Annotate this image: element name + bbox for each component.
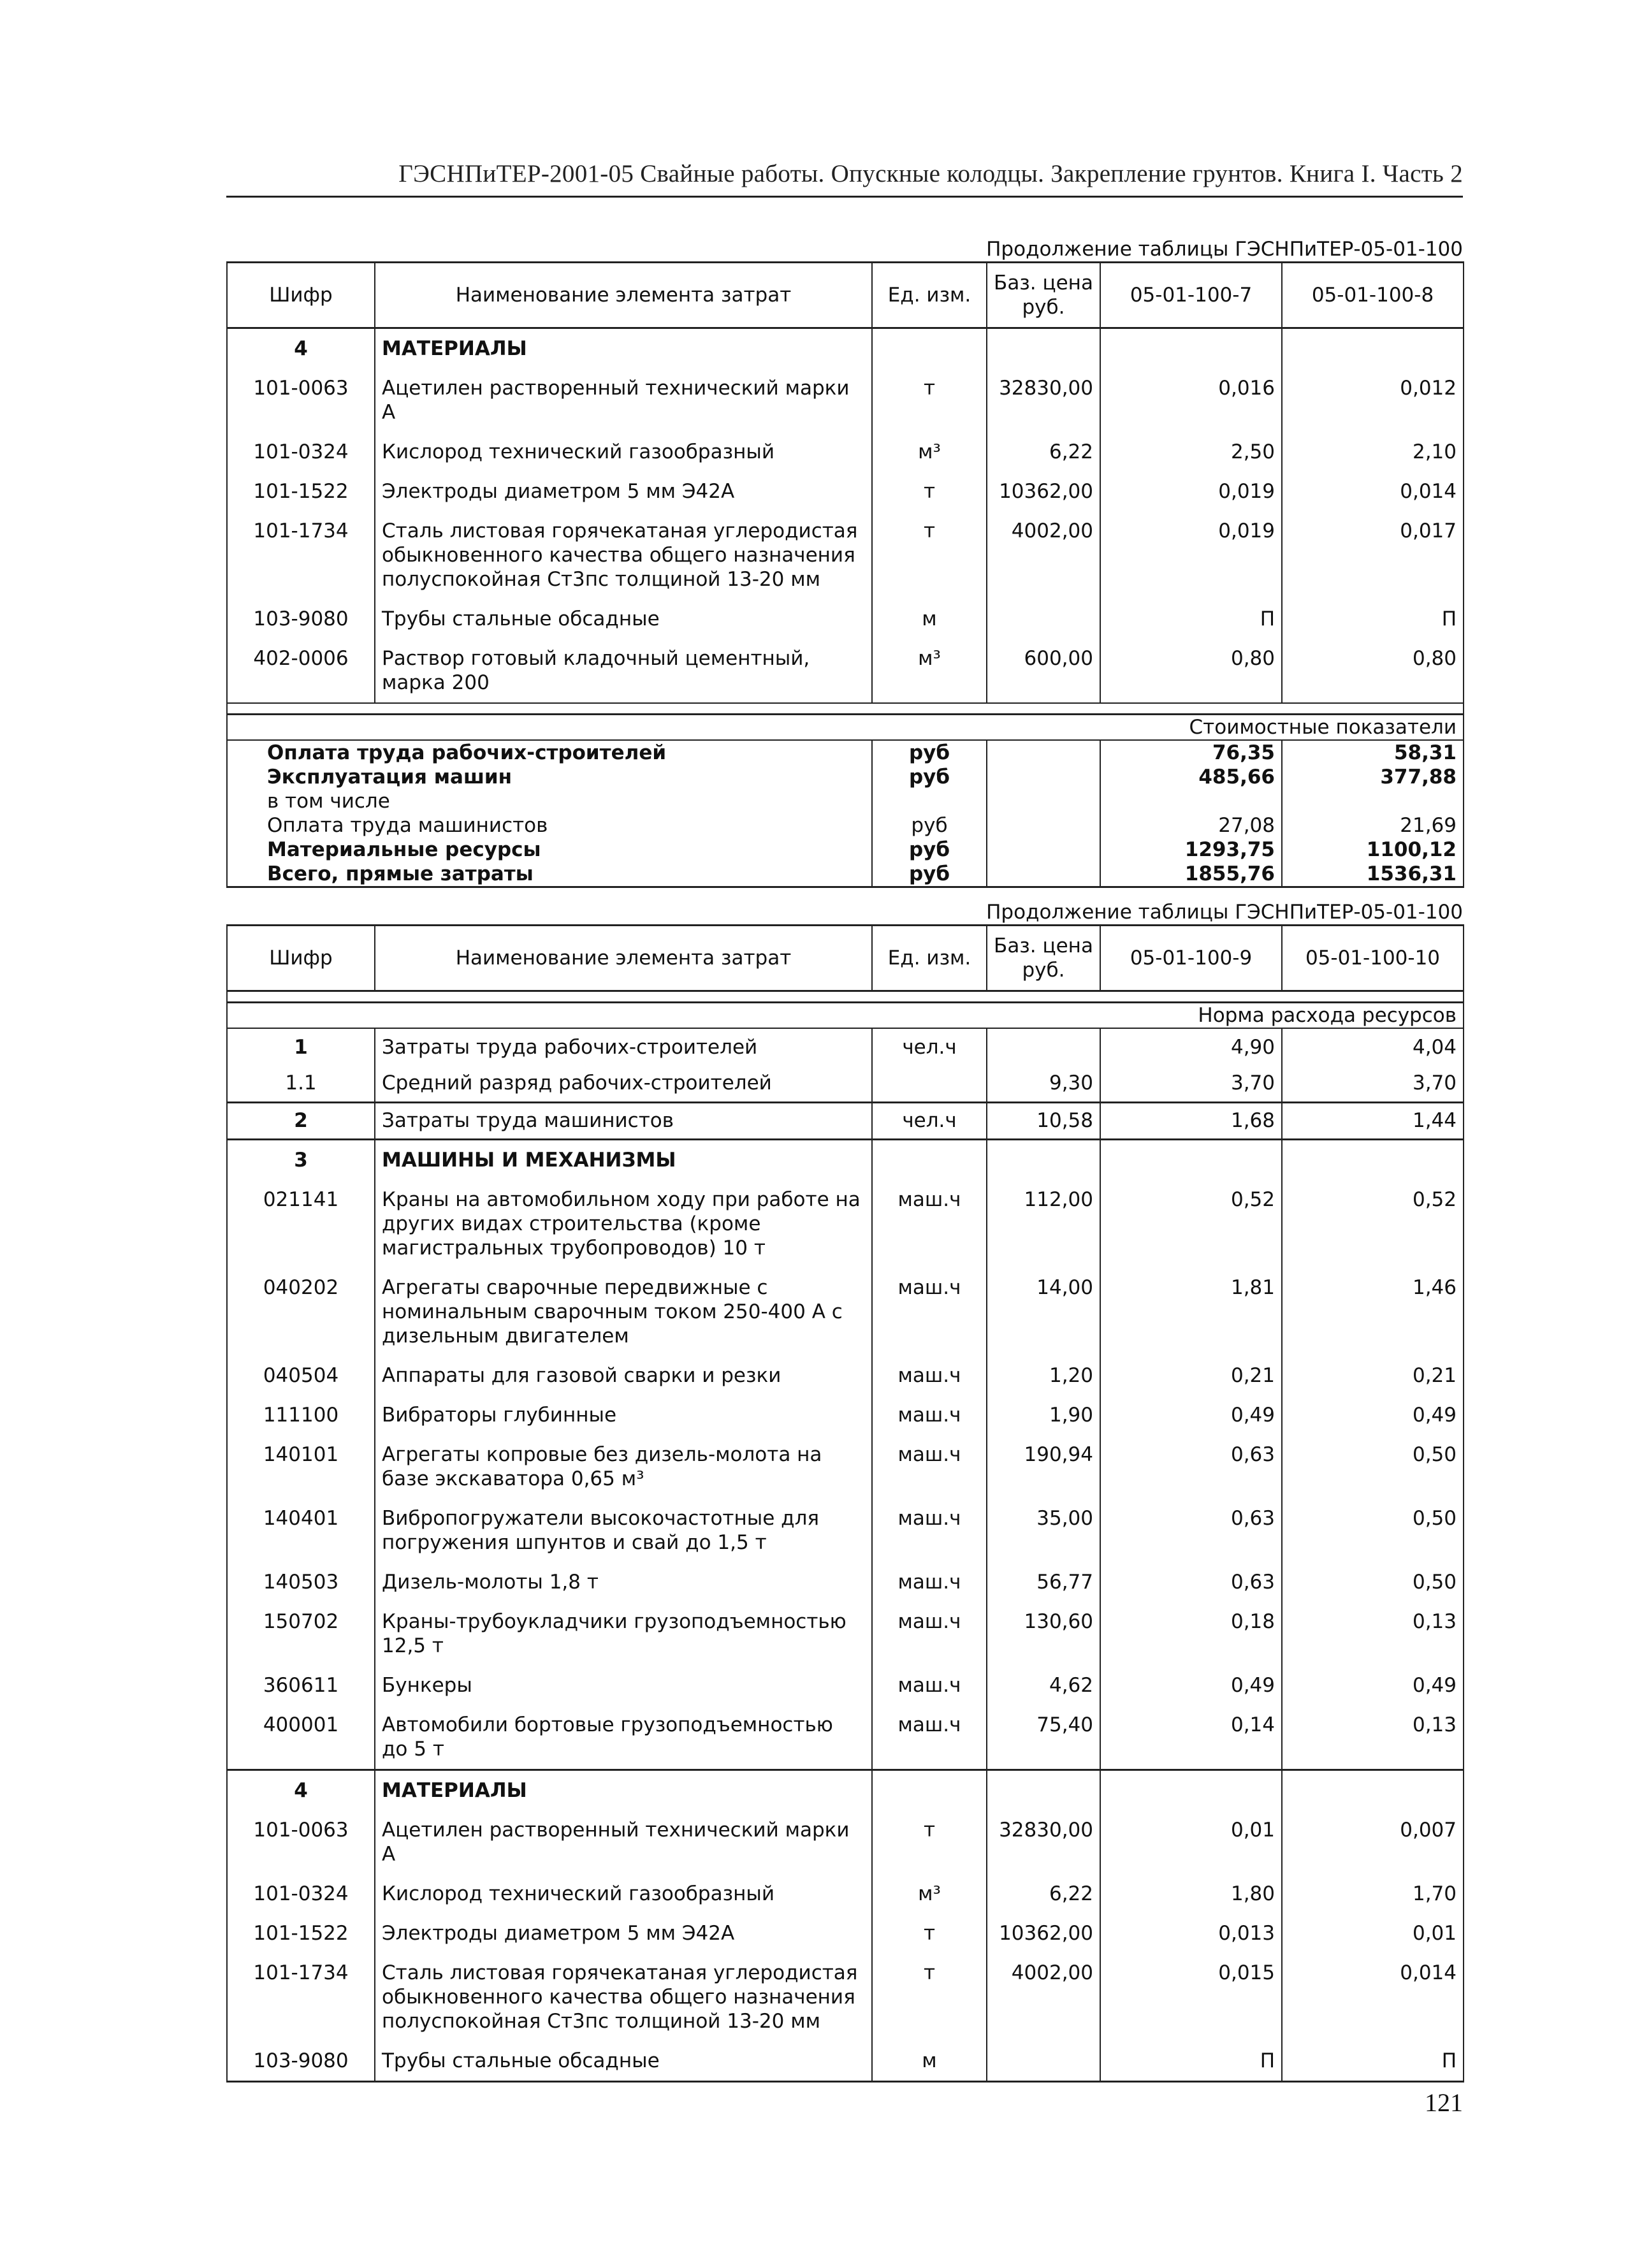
cell-price: 10362,00: [987, 472, 1100, 511]
cell-value-b: 0,13: [1282, 1705, 1464, 1770]
cell-code: 101-1522: [227, 1914, 375, 1953]
cost-value-a: 1293,75: [1100, 838, 1282, 862]
table-row: [227, 1914, 1464, 1953]
cost-value-b: 58,31: [1282, 740, 1464, 765]
cell-value-b: 1,44: [1282, 1102, 1464, 1139]
table-row: [227, 511, 1464, 599]
cell-unit: т: [872, 1810, 987, 1874]
cost-unit: [872, 789, 987, 813]
table-header-row: [227, 263, 1464, 328]
cell-price: 130,60: [987, 1602, 1100, 1666]
table-row: [227, 1499, 1464, 1562]
cell-price: 6,22: [987, 432, 1100, 472]
cell-unit: маш.ч: [872, 1666, 987, 1705]
cost-label: Всего, прямые затраты: [227, 862, 872, 887]
header-unit: Ед. изм.: [872, 926, 987, 991]
cell-value-a: П: [1100, 599, 1282, 639]
cell-unit: маш.ч: [872, 1268, 987, 1356]
cell-value-b: 0,50: [1282, 1435, 1464, 1499]
cell-price: 4,62: [987, 1666, 1100, 1705]
cell-price: 9,30: [987, 1065, 1100, 1102]
table-row: [227, 1705, 1464, 1770]
table-row: [227, 1028, 1464, 1065]
cost-indicators-caption: Стоимостные показатели: [227, 715, 1464, 741]
header-name: Наименование элемента затрат: [375, 926, 872, 991]
header-rule: [226, 196, 1463, 198]
cell-value-b: 0,012: [1282, 368, 1464, 432]
cell-name: Трубы стальные обсадные: [375, 2041, 872, 2082]
cell-price: 1,90: [987, 1395, 1100, 1435]
cell-name: Автомобили бортовые грузоподъемностью до 5 т: [375, 1705, 872, 1770]
cost-row: [227, 765, 1464, 789]
cell-name: Кислород технический газообразный: [375, 1874, 872, 1914]
cell-price: 32830,00: [987, 1810, 1100, 1874]
cell-price: 112,00: [987, 1180, 1100, 1268]
cell-name: Аппараты для газовой сварки и резки: [375, 1356, 872, 1395]
cell-value-a: 3,70: [1100, 1065, 1282, 1102]
running-header: ГЭСНПиТЕР-2001-05 Свайные работы. Опускные колодцы. Закрепление грунтов. Книга I. Часть 2: [398, 160, 1463, 187]
section-title: МАШИНЫ И МЕХАНИЗМЫ: [375, 1139, 872, 1180]
cell-name: Затраты труда машинистов: [375, 1102, 872, 1139]
cost-unit: руб: [872, 813, 987, 838]
resource-table-1: [226, 261, 1464, 888]
cell-value-a: 0,63: [1100, 1499, 1282, 1562]
cell-name: Сталь листовая горячекатаная углеродистая обыкновенного качества общего назначения полуспокойная Ст3пс толщиной 13-20 мм: [375, 511, 872, 599]
cost-value-a: 485,66: [1100, 765, 1282, 789]
cell-name: Вибропогружатели высокочастотные для погружения шпунтов и свай до 1,5 т: [375, 1499, 872, 1562]
cell-name: Вибраторы глубинные: [375, 1395, 872, 1435]
header-col-b: 05-01-100-8: [1282, 263, 1464, 328]
table-row: [227, 1562, 1464, 1602]
cell-value-a: 0,49: [1100, 1395, 1282, 1435]
cell-value-a: 1,81: [1100, 1268, 1282, 1356]
cell-name: Кислород технический газообразный: [375, 432, 872, 472]
table-header-row: [227, 926, 1464, 991]
cell-code: 103-9080: [227, 599, 375, 639]
cost-unit: руб: [872, 765, 987, 789]
cell-name: Затраты труда рабочих-строителей: [375, 1028, 872, 1065]
cell-value-a: 0,63: [1100, 1435, 1282, 1499]
section-row: [227, 1770, 1464, 1810]
cell-unit: маш.ч: [872, 1562, 987, 1602]
table-row: [227, 1435, 1464, 1499]
cost-label: Оплата труда рабочих-строителей: [227, 740, 872, 765]
table-row: [227, 432, 1464, 472]
cell-unit: м³: [872, 432, 987, 472]
cell-value-b: 0,014: [1282, 1953, 1464, 2041]
cell-value-a: 1,80: [1100, 1874, 1282, 1914]
cell-unit: м³: [872, 639, 987, 703]
cell-code: 140101: [227, 1435, 375, 1499]
cell-name: Агрегаты сварочные передвижные с номинальным сварочным током 250-400 А с дизельным двигателем: [375, 1268, 872, 1356]
cell-value-b: П: [1282, 599, 1464, 639]
norm-caption: Норма расхода ресурсов: [227, 1003, 1464, 1029]
table-row: [227, 368, 1464, 432]
section-row: [227, 1139, 1464, 1180]
cost-label: Эксплуатация машин: [227, 765, 872, 789]
header-code: Шифр: [227, 263, 375, 328]
cell-unit: маш.ч: [872, 1395, 987, 1435]
cell-code: 101-1734: [227, 511, 375, 599]
cell-unit: маш.ч: [872, 1499, 987, 1562]
cost-value-a: [1100, 789, 1282, 813]
cost-unit: руб: [872, 862, 987, 887]
table-row: [227, 1953, 1464, 2041]
cell-price: 56,77: [987, 1562, 1100, 1602]
cell-name: Трубы стальные обсадные: [375, 599, 872, 639]
cell-value-a: 1,68: [1100, 1102, 1282, 1139]
cost-row: [227, 813, 1464, 838]
cell-value-b: 0,017: [1282, 511, 1464, 599]
cell-code: 101-0063: [227, 368, 375, 432]
cell-name: Краны на автомобильном ходу при работе на других видах строительства (кроме магистральных трубопроводов) 10 т: [375, 1180, 872, 1268]
cell-code: 1: [227, 1028, 375, 1065]
cell-name: Электроды диаметром 5 мм Э42А: [375, 1914, 872, 1953]
cell-code: 101-0324: [227, 432, 375, 472]
cell-unit: маш.ч: [872, 1356, 987, 1395]
cell-value-a: 0,14: [1100, 1705, 1282, 1770]
table-row: [227, 1268, 1464, 1356]
cell-value-b: 0,21: [1282, 1356, 1464, 1395]
cell-value-a: 0,63: [1100, 1562, 1282, 1602]
header-col-b: 05-01-100-10: [1282, 926, 1464, 991]
section-title: МАТЕРИАЛЫ: [375, 1770, 872, 1810]
cell-value-b: 0,50: [1282, 1499, 1464, 1562]
cell-value-b: 0,52: [1282, 1180, 1464, 1268]
cell-code: 140503: [227, 1562, 375, 1602]
cell-price: 10362,00: [987, 1914, 1100, 1953]
cost-row: [227, 740, 1464, 765]
cell-value-b: 0,49: [1282, 1395, 1464, 1435]
cell-value-b: П: [1282, 2041, 1464, 2082]
section-title: МАТЕРИАЛЫ: [375, 328, 872, 369]
cell-value-b: 2,10: [1282, 432, 1464, 472]
cell-value-a: 0,019: [1100, 472, 1282, 511]
cost-value-b: 377,88: [1282, 765, 1464, 789]
cell-price: 1,20: [987, 1356, 1100, 1395]
cell-value-b: 0,49: [1282, 1666, 1464, 1705]
cell-name: Ацетилен растворенный технический марки А: [375, 368, 872, 432]
table-row: [227, 1810, 1464, 1874]
cell-price: [987, 2041, 1100, 2082]
header-name: Наименование элемента затрат: [375, 263, 872, 328]
cell-code: 101-1734: [227, 1953, 375, 2041]
cell-value-b: 1,46: [1282, 1268, 1464, 1356]
cell-value-a: 0,019: [1100, 511, 1282, 599]
header-unit: Ед. изм.: [872, 263, 987, 328]
section-number: 4: [227, 1770, 375, 1810]
cell-value-b: 0,80: [1282, 639, 1464, 703]
cost-unit: руб: [872, 740, 987, 765]
cell-unit: т: [872, 1914, 987, 1953]
cell-value-a: 2,50: [1100, 432, 1282, 472]
cell-unit: чел.ч: [872, 1028, 987, 1065]
cell-value-b: 0,13: [1282, 1602, 1464, 1666]
cell-code: 400001: [227, 1705, 375, 1770]
cell-unit: чел.ч: [872, 1102, 987, 1139]
cell-price: 4002,00: [987, 511, 1100, 599]
cell-value-b: 0,007: [1282, 1810, 1464, 1874]
cell-value-a: 0,49: [1100, 1666, 1282, 1705]
table-row: [227, 639, 1464, 703]
cost-row: [227, 862, 1464, 887]
cell-unit: т: [872, 368, 987, 432]
cell-price: 32830,00: [987, 368, 1100, 432]
header-col-a: 05-01-100-7: [1100, 263, 1282, 328]
cost-value-a: 1855,76: [1100, 862, 1282, 887]
cell-code: 360611: [227, 1666, 375, 1705]
section-number: 4: [227, 328, 375, 369]
cell-unit: [872, 1065, 987, 1102]
cell-name: Агрегаты копровые без дизель-молота на базе экскаватора 0,65 м³: [375, 1435, 872, 1499]
cell-value-a: П: [1100, 2041, 1282, 2082]
cell-unit: т: [872, 1953, 987, 2041]
cell-name: Раствор готовый кладочный цементный, марка 200: [375, 639, 872, 703]
cost-label: в том числе: [227, 789, 872, 813]
cell-code: 103-9080: [227, 2041, 375, 2082]
cell-price: 6,22: [987, 1874, 1100, 1914]
cost-value-a: 76,35: [1100, 740, 1282, 765]
cell-unit: м: [872, 2041, 987, 2082]
section-row: [227, 328, 1464, 369]
cell-unit: т: [872, 472, 987, 511]
cell-value-a: 0,80: [1100, 639, 1282, 703]
cell-unit: маш.ч: [872, 1705, 987, 1770]
cell-code: 150702: [227, 1602, 375, 1666]
table-row: [227, 1874, 1464, 1914]
cell-code: 111100: [227, 1395, 375, 1435]
cost-label: Оплата труда машинистов: [227, 813, 872, 838]
cell-value-b: 4,04: [1282, 1028, 1464, 1065]
table-row: [227, 1065, 1464, 1102]
cell-name: Краны-трубоукладчики грузоподъемностью 12,5 т: [375, 1602, 872, 1666]
cell-price: [987, 1028, 1100, 1065]
cell-price: 190,94: [987, 1435, 1100, 1499]
cell-code: 101-1522: [227, 472, 375, 511]
cost-row: [227, 838, 1464, 862]
cell-name: Бункеры: [375, 1666, 872, 1705]
cell-code: 402-0006: [227, 639, 375, 703]
table-row: [227, 1602, 1464, 1666]
cost-value-a: 27,08: [1100, 813, 1282, 838]
header-price: Баз. цена руб.: [987, 263, 1100, 328]
cell-value-a: 0,016: [1100, 368, 1282, 432]
cell-name: Средний разряд рабочих-строителей: [375, 1065, 872, 1102]
cell-value-b: 1,70: [1282, 1874, 1464, 1914]
cell-name: Ацетилен растворенный технический марки А: [375, 1810, 872, 1874]
cell-code: 040504: [227, 1356, 375, 1395]
cell-price: [987, 599, 1100, 639]
cell-name: Дизель-молоты 1,8 т: [375, 1562, 872, 1602]
cell-value-b: 0,014: [1282, 472, 1464, 511]
cell-code: 101-0063: [227, 1810, 375, 1874]
page-number: 121: [1425, 2088, 1463, 2117]
cell-value-a: 0,21: [1100, 1356, 1282, 1395]
cell-value-a: 4,90: [1100, 1028, 1282, 1065]
cell-value-b: 0,50: [1282, 1562, 1464, 1602]
table1-caption: Продолжение таблицы ГЭСНПиТЕР-05-01-100: [986, 238, 1463, 261]
cell-code: 021141: [227, 1180, 375, 1268]
table-row: [227, 1180, 1464, 1268]
cell-code: 140401: [227, 1499, 375, 1562]
cell-value-a: 0,18: [1100, 1602, 1282, 1666]
table-row: [227, 599, 1464, 639]
cell-price: 4002,00: [987, 1953, 1100, 2041]
section-number: 3: [227, 1139, 375, 1180]
cell-unit: маш.ч: [872, 1180, 987, 1268]
cell-code: 2: [227, 1102, 375, 1139]
table-row: [227, 2041, 1464, 2082]
cell-unit: маш.ч: [872, 1435, 987, 1499]
cost-value-b: 21,69: [1282, 813, 1464, 838]
cell-value-b: 0,01: [1282, 1914, 1464, 1953]
cell-value-a: 0,01: [1100, 1810, 1282, 1874]
cost-value-b: [1282, 789, 1464, 813]
cost-unit: руб: [872, 838, 987, 862]
cell-value-a: 0,013: [1100, 1914, 1282, 1953]
cost-value-b: 1100,12: [1282, 838, 1464, 862]
header-code: Шифр: [227, 926, 375, 991]
cell-value-a: 0,52: [1100, 1180, 1282, 1268]
cell-unit: м³: [872, 1874, 987, 1914]
resource-table-2: [226, 924, 1464, 2083]
cell-price: 14,00: [987, 1268, 1100, 1356]
cell-price: 600,00: [987, 639, 1100, 703]
cell-unit: маш.ч: [872, 1602, 987, 1666]
cell-code: 101-0324: [227, 1874, 375, 1914]
cell-value-b: 3,70: [1282, 1065, 1464, 1102]
cost-row: [227, 789, 1464, 813]
cost-label: Материальные ресурсы: [227, 838, 872, 862]
header-price: Баз. цена руб.: [987, 926, 1100, 991]
header-col-a: 05-01-100-9: [1100, 926, 1282, 991]
table-row: [227, 1102, 1464, 1139]
table-row: [227, 472, 1464, 511]
cell-value-a: 0,015: [1100, 1953, 1282, 2041]
cell-unit: м: [872, 599, 987, 639]
table-row: [227, 1666, 1464, 1705]
table-row: [227, 1395, 1464, 1435]
table2-caption: Продолжение таблицы ГЭСНПиТЕР-05-01-100: [986, 901, 1463, 924]
cell-code: 1.1: [227, 1065, 375, 1102]
cell-price: 35,00: [987, 1499, 1100, 1562]
cell-price: 75,40: [987, 1705, 1100, 1770]
cell-price: 10,58: [987, 1102, 1100, 1139]
cell-name: Электроды диаметром 5 мм Э42А: [375, 472, 872, 511]
cost-value-b: 1536,31: [1282, 862, 1464, 887]
cell-name: Сталь листовая горячекатаная углеродистая обыкновенного качества общего назначения полуспокойная Ст3пс толщиной 13-20 мм: [375, 1953, 872, 2041]
cell-unit: т: [872, 511, 987, 599]
cell-code: 040202: [227, 1268, 375, 1356]
table-row: [227, 1356, 1464, 1395]
